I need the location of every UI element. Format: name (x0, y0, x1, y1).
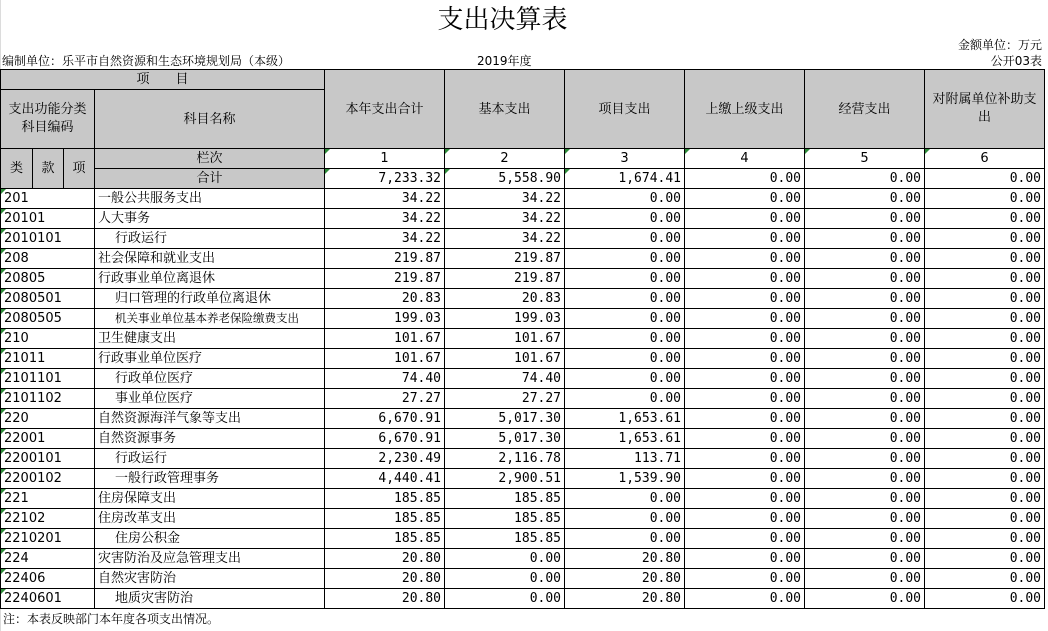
subject-name-header[interactable]: 科目名称 (95, 90, 325, 149)
amount-cell[interactable]: 0.00 (685, 449, 805, 469)
amount-cell[interactable]: 0.00 (925, 249, 1045, 269)
col-number-3[interactable]: 3 (565, 149, 685, 169)
subject-name-cell[interactable]: 地质灾害防治 (95, 589, 325, 609)
amount-cell[interactable]: 2,230.49 (325, 449, 445, 469)
subject-name-cell[interactable]: 灾害防治及应急管理支出 (95, 549, 325, 569)
subject-name-cell[interactable]: 行政事业单位离退休 (95, 269, 325, 289)
col-header-3[interactable]: 项目支出 (565, 70, 685, 149)
subject-name-cell[interactable]: 住房公积金 (95, 529, 325, 549)
subject-name-cell[interactable]: 自然灾害防治 (95, 569, 325, 589)
item-group-header: 项 目 (1, 70, 325, 90)
amount-cell[interactable]: 0.00 (685, 589, 805, 609)
col-header-2[interactable]: 基本支出 (445, 70, 565, 149)
amount-cell[interactable]: 0.00 (445, 549, 565, 569)
amount-cell[interactable]: 34.22 (445, 229, 565, 249)
amount-cell[interactable]: 6,670.91 (325, 429, 445, 449)
col-header-1[interactable]: 本年支出合计 (325, 70, 445, 149)
amount-cell[interactable]: 0.00 (685, 309, 805, 329)
col-number-2[interactable]: 2 (445, 149, 565, 169)
amount-cell[interactable]: 185.85 (325, 509, 445, 529)
amount-cell[interactable]: 0.00 (805, 469, 925, 489)
table-row (1, 349, 1045, 369)
amount-cell[interactable]: 199.03 (325, 309, 445, 329)
amount-cell[interactable]: 34.22 (325, 189, 445, 209)
column-row-label: 栏次 (95, 149, 325, 169)
amount-cell[interactable]: 0.00 (685, 529, 805, 549)
amount-cell[interactable]: 0.00 (685, 409, 805, 429)
amount-cell[interactable]: 0.00 (565, 329, 685, 349)
subject-name-cell[interactable]: 社会保障和就业支出 (95, 249, 325, 269)
amount-cell[interactable]: 0.00 (805, 209, 925, 229)
subject-code-cell[interactable]: 2210201 (1, 529, 95, 549)
amount-cell[interactable]: 0.00 (685, 289, 805, 309)
amount-cell[interactable]: 219.87 (445, 269, 565, 289)
amount-cell[interactable]: 101.67 (445, 349, 565, 369)
cat-kuan-header: 款 (33, 149, 64, 189)
subject-code-cell[interactable]: 22001 (1, 429, 95, 449)
amount-cell[interactable]: 219.87 (445, 249, 565, 269)
amount-cell[interactable]: 1,653.61 (565, 429, 685, 449)
amount-cell[interactable]: 0.00 (925, 309, 1045, 329)
subject-name-cell[interactable]: 自然资源海洋气象等支出 (95, 409, 325, 429)
amount-cell[interactable]: 0.00 (805, 549, 925, 569)
amount-cell[interactable]: 0.00 (565, 349, 685, 369)
table-row (1, 469, 1045, 489)
col-header-5[interactable]: 经营支出 (805, 70, 925, 149)
amount-cell[interactable]: 0.00 (925, 229, 1045, 249)
subject-code-cell[interactable]: 2200102 (1, 469, 95, 489)
unit-label: 金额单位：万元 (957, 38, 1042, 52)
amount-cell[interactable]: 74.40 (445, 369, 565, 389)
table-row (1, 429, 1045, 449)
amount-cell[interactable]: 0.00 (925, 329, 1045, 349)
table-row (1, 209, 1045, 229)
total-label: 合计 (95, 169, 325, 189)
amount-cell[interactable]: 34.22 (445, 209, 565, 229)
amount-cell[interactable]: 0.00 (925, 189, 1045, 209)
col-header-6[interactable]: 对附属单位补助支出 (925, 70, 1045, 149)
amount-cell[interactable]: 34.22 (445, 189, 565, 209)
amount-cell[interactable]: 0.00 (685, 349, 805, 369)
amount-cell[interactable]: 0.00 (445, 589, 565, 609)
amount-cell[interactable]: 0.00 (565, 489, 685, 509)
amount-cell[interactable]: 0.00 (925, 589, 1045, 609)
amount-cell[interactable]: 0.00 (805, 349, 925, 369)
amount-cell[interactable]: 0.00 (925, 409, 1045, 429)
amount-cell[interactable]: 0.00 (805, 569, 925, 589)
subject-code-cell[interactable]: 221 (1, 489, 95, 509)
subject-code-cell[interactable]: 224 (1, 549, 95, 569)
amount-cell[interactable]: 0.00 (565, 309, 685, 329)
amount-cell[interactable]: 0.00 (805, 229, 925, 249)
amount-cell[interactable]: 0.00 (685, 549, 805, 569)
total-cell[interactable]: 1,674.41 (565, 169, 685, 189)
amount-cell[interactable]: 0.00 (925, 469, 1045, 489)
table-row (1, 329, 1045, 349)
subject-name-cell[interactable]: 自然资源事务 (95, 429, 325, 449)
amount-cell[interactable]: 0.00 (805, 509, 925, 529)
amount-cell[interactable]: 0.00 (805, 309, 925, 329)
amount-cell[interactable]: 0.00 (805, 329, 925, 349)
amount-cell[interactable]: 0.00 (925, 509, 1045, 529)
amount-cell[interactable]: 20.80 (565, 569, 685, 589)
amount-cell[interactable]: 185.85 (325, 529, 445, 549)
table-row (1, 509, 1045, 529)
col-number-1[interactable]: 1 (325, 149, 445, 169)
table-row (1, 249, 1045, 269)
subject-code-cell[interactable]: 2080501 (1, 289, 95, 309)
col-header-4[interactable]: 上缴上级支出 (685, 70, 805, 149)
amount-cell[interactable]: 0.00 (685, 469, 805, 489)
amount-cell[interactable]: 185.85 (445, 489, 565, 509)
table-row (1, 269, 1045, 289)
amount-cell[interactable]: 0.00 (925, 549, 1045, 569)
amount-cell[interactable]: 2,116.78 (445, 449, 565, 469)
table-row (1, 289, 1045, 309)
subject-name-cell[interactable]: 住房保障支出 (95, 489, 325, 509)
subject-code-cell[interactable]: 20805 (1, 269, 95, 289)
amount-cell[interactable]: 0.00 (685, 249, 805, 269)
amount-cell[interactable]: 0.00 (805, 449, 925, 469)
amount-cell[interactable]: 0.00 (805, 249, 925, 269)
amount-cell[interactable]: 27.27 (325, 389, 445, 409)
meta-row (0, 53, 1044, 69)
subject-code-cell[interactable]: 2101101 (1, 369, 95, 389)
amount-cell[interactable]: 6,670.91 (325, 409, 445, 429)
table-row (1, 229, 1045, 249)
amount-cell[interactable]: 219.87 (325, 269, 445, 289)
amount-cell[interactable]: 34.22 (325, 229, 445, 249)
amount-cell[interactable]: 0.00 (805, 409, 925, 429)
subject-name-cell[interactable]: 行政单位医疗 (95, 369, 325, 389)
table-row (1, 409, 1045, 429)
col-number-6[interactable]: 6 (925, 149, 1045, 169)
col-number-4[interactable]: 4 (685, 149, 805, 169)
amount-cell[interactable]: 219.87 (325, 249, 445, 269)
table-row (1, 589, 1045, 609)
subject-name-cell[interactable]: 人大事务 (95, 209, 325, 229)
table-row (1, 529, 1045, 549)
subject-name-cell[interactable]: 行政运行 (95, 229, 325, 249)
amount-cell[interactable]: 113.71 (565, 449, 685, 469)
amount-cell[interactable]: 0.00 (685, 329, 805, 349)
amount-cell[interactable]: 0.00 (565, 389, 685, 409)
amount-cell[interactable]: 0.00 (565, 269, 685, 289)
amount-cell[interactable]: 0.00 (805, 529, 925, 549)
amount-cell[interactable]: 0.00 (685, 389, 805, 409)
amount-cell[interactable]: 199.03 (445, 309, 565, 329)
subject-code-cell[interactable]: 2240601 (1, 589, 95, 609)
subject-code-cell[interactable]: 22406 (1, 569, 95, 589)
amount-cell[interactable]: 20.80 (325, 549, 445, 569)
amount-cell[interactable]: 0.00 (685, 429, 805, 449)
table-row (1, 369, 1045, 389)
amount-cell[interactable]: 0.00 (805, 489, 925, 509)
total-cell[interactable]: 0.00 (685, 169, 805, 189)
amount-cell[interactable]: 0.00 (565, 229, 685, 249)
amount-cell[interactable]: 0.00 (805, 269, 925, 289)
subject-name-cell[interactable]: 事业单位医疗 (95, 389, 325, 409)
amount-cell[interactable]: 0.00 (565, 529, 685, 549)
amount-cell[interactable]: 0.00 (685, 269, 805, 289)
subject-name-cell[interactable]: 行政运行 (95, 449, 325, 469)
amount-cell[interactable]: 5,017.30 (445, 409, 565, 429)
org-label: 编制单位：乐平市自然资源和生态环境规划局（本级） (2, 54, 291, 68)
amount-cell[interactable]: 20.80 (565, 589, 685, 609)
amount-cell[interactable]: 0.00 (685, 569, 805, 589)
amount-cell[interactable]: 0.00 (565, 289, 685, 309)
amount-cell[interactable]: 0.00 (925, 529, 1045, 549)
amount-cell[interactable]: 0.00 (565, 189, 685, 209)
year-label: 2019年度 (477, 54, 532, 68)
subject-name-cell[interactable]: 一般公共服务支出 (95, 189, 325, 209)
amount-cell[interactable]: 0.00 (445, 569, 565, 589)
amount-cell[interactable]: 101.67 (325, 349, 445, 369)
amount-cell[interactable]: 1,539.90 (565, 469, 685, 489)
amount-cell[interactable]: 185.85 (325, 489, 445, 509)
amount-cell[interactable]: 0.00 (925, 369, 1045, 389)
amount-cell[interactable]: 4,440.41 (325, 469, 445, 489)
amount-cell[interactable]: 101.67 (325, 329, 445, 349)
table-row (1, 549, 1045, 569)
amount-cell[interactable]: 0.00 (565, 209, 685, 229)
amount-cell[interactable]: 0.00 (925, 449, 1045, 469)
table-row (1, 309, 1045, 329)
amount-cell[interactable]: 0.00 (805, 429, 925, 449)
amount-cell[interactable]: 0.00 (925, 569, 1045, 589)
amount-cell[interactable]: 0.00 (685, 509, 805, 529)
subject-name-cell[interactable]: 机关事业单位基本养老保险缴费支出 (95, 309, 325, 329)
table-row (1, 189, 1045, 209)
subject-name-cell[interactable]: 行政事业单位医疗 (95, 349, 325, 369)
amount-cell[interactable]: 2,900.51 (445, 469, 565, 489)
amount-cell[interactable]: 0.00 (925, 289, 1045, 309)
amount-cell[interactable]: 5,017.30 (445, 429, 565, 449)
func-code-header[interactable]: 支出功能分类科目编码 (1, 90, 95, 149)
amount-cell[interactable]: 0.00 (925, 209, 1045, 229)
amount-cell[interactable]: 0.00 (685, 229, 805, 249)
amount-cell[interactable]: 27.27 (445, 389, 565, 409)
amount-cell[interactable]: 0.00 (925, 269, 1045, 289)
amount-cell[interactable]: 0.00 (925, 489, 1045, 509)
subject-code-cell[interactable]: 21011 (1, 349, 95, 369)
subject-code-cell[interactable]: 2200101 (1, 449, 95, 469)
subject-code-cell[interactable]: 20101 (1, 209, 95, 229)
amount-cell[interactable]: 20.80 (325, 569, 445, 589)
subject-name-cell[interactable]: 一般行政管理事务 (95, 469, 325, 489)
amount-cell[interactable]: 0.00 (685, 489, 805, 509)
amount-cell[interactable]: 101.67 (445, 329, 565, 349)
amount-cell[interactable]: 0.00 (565, 509, 685, 529)
total-cell[interactable]: 0.00 (805, 169, 925, 189)
total-cell[interactable]: 0.00 (925, 169, 1045, 189)
amount-cell[interactable]: 0.00 (925, 349, 1045, 369)
amount-cell[interactable]: 0.00 (685, 189, 805, 209)
col-number-5[interactable]: 5 (805, 149, 925, 169)
cat-lei-header: 类 (1, 149, 33, 189)
amount-cell[interactable]: 0.00 (805, 389, 925, 409)
subject-code-cell[interactable]: 210 (1, 329, 95, 349)
subject-code-cell[interactable]: 2101102 (1, 389, 95, 409)
subject-name-cell[interactable]: 卫生健康支出 (95, 329, 325, 349)
subject-code-cell[interactable]: 220 (1, 409, 95, 429)
table-row (1, 569, 1045, 589)
amount-cell[interactable]: 1,653.61 (565, 409, 685, 429)
subject-code-cell[interactable]: 208 (1, 249, 95, 269)
total-cell[interactable]: 5,558.90 (445, 169, 565, 189)
amount-cell[interactable]: 0.00 (805, 589, 925, 609)
amount-cell[interactable]: 20.83 (325, 289, 445, 309)
amount-cell[interactable]: 0.00 (925, 389, 1045, 409)
total-cell[interactable]: 7,233.32 (325, 169, 445, 189)
amount-cell[interactable]: 20.80 (565, 549, 685, 569)
subject-code-cell[interactable]: 2080505 (1, 309, 95, 329)
amount-cell[interactable]: 0.00 (685, 369, 805, 389)
footnote: 注：本表反映部门本年度各项支出情况。 (3, 612, 220, 626)
table-code: 公开03表 (990, 54, 1042, 68)
amount-cell[interactable]: 0.00 (805, 189, 925, 209)
subject-code-cell[interactable]: 2010101 (1, 229, 95, 249)
expenditure-table (0, 69, 1045, 609)
amount-cell[interactable]: 0.00 (805, 369, 925, 389)
amount-cell[interactable]: 0.00 (685, 209, 805, 229)
cat-xiang-header: 项 (64, 149, 95, 189)
amount-cell[interactable]: 34.22 (325, 209, 445, 229)
table-row (1, 389, 1045, 409)
table-row (1, 489, 1045, 509)
amount-cell[interactable]: 185.85 (445, 509, 565, 529)
amount-cell[interactable]: 0.00 (925, 429, 1045, 449)
subject-code-cell[interactable]: 201 (1, 189, 95, 209)
table-row (1, 449, 1045, 469)
subject-name-cell[interactable]: 住房改革支出 (95, 509, 325, 529)
amount-cell[interactable]: 185.85 (445, 529, 565, 549)
amount-cell[interactable]: 74.40 (325, 369, 445, 389)
subject-code-cell[interactable]: 22102 (1, 509, 95, 529)
subject-name-cell[interactable]: 归口管理的行政单位离退休 (95, 289, 325, 309)
amount-cell[interactable]: 20.80 (325, 589, 445, 609)
page-title: 支出决算表 (437, 5, 568, 35)
amount-cell[interactable]: 20.83 (445, 289, 565, 309)
amount-cell[interactable]: 0.00 (805, 289, 925, 309)
amount-cell[interactable]: 0.00 (565, 369, 685, 389)
amount-cell[interactable]: 0.00 (565, 249, 685, 269)
